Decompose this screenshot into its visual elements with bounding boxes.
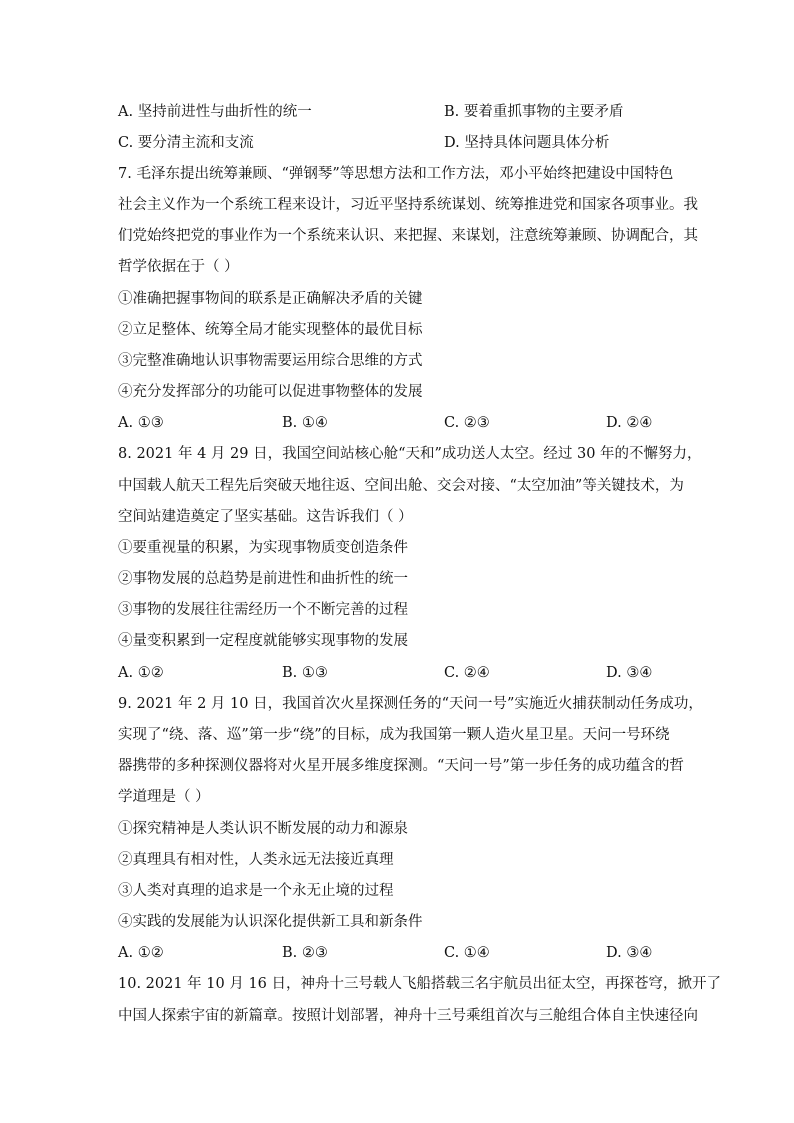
q10-stem-line-2: 中国人探索宇宙的新篇章。按照计划部署，神舟十三号乘组首次与三舱组合体自主快速径向 [118,1008,698,1024]
q7-statement-2: ②立足整体、统筹全局才能实现整体的最优目标 [118,322,423,338]
q8-statement-1: ①要重视量的积累，为实现事物质变创造条件 [118,540,408,556]
q7-statement-3: ③完整准确地认识事物需要运用综合思维的方式 [118,353,423,369]
q7-choice-b: B. ①④ [282,415,328,431]
q6-option-a: A. 坚持前进性与曲折性的统一 [118,104,312,120]
q9-choice-b: B. ②③ [282,945,328,961]
q8-choice-a: A. ①② [118,665,164,681]
q8-choice-c: C. ②④ [444,665,490,681]
q9-choice-d: D. ③④ [606,945,653,961]
q9-statement-1: ①探究精神是人类认识不断发展的动力和源泉 [118,821,408,837]
q7-stem-line-1: 7. 毛泽东提出统筹兼顾、“弹钢琴”等思想方法和工作方法，邓小平始终把建设中国特色 [118,166,674,182]
q9-choice-a: A. ①② [118,945,164,961]
q9-statement-2: ②真理具有相对性，人类永远无法接近真理 [118,852,394,868]
q8-stem-line-2: 中国载人航天工程先后突破天地往返、空间出舱、交会对接、“太空加油”等关键技术，为 [118,478,684,494]
q7-choice-c: C. ②③ [444,415,490,431]
q7-choice-d: D. ②④ [606,415,653,431]
q8-stem-line-1: 8. 2021 年 4 月 29 日，我国空间站核心舱“天和”成功送人太空。经过 30 年的不懈努力， [118,446,702,462]
q7-statement-4: ④充分发挥部分的功能可以促进事物整体的发展 [118,384,423,400]
q9-stem-line-2: 实现了“绕、落、巡”第一步“绕”的目标，成为我国第一颗人造火星卫星。天问一号环绕 [118,727,670,743]
q7-stem-line-3: 们党始终把党的事业作为一个系统来认识、来把握、来谋划，注意统筹兼顾、协调配合，其 [118,228,698,244]
q9-statement-4: ④实践的发展能为认识深化提供新工具和新条件 [118,914,423,930]
q8-choice-b: B. ①③ [282,665,328,681]
q10-stem-line-1: 10. 2021 年 10 月 16 日，神舟十三号载人飞船搭载三名宇航员出征太空，再探苍穹，掀开了 [118,976,722,992]
q8-choice-d: D. ③④ [606,665,653,681]
q9-stem-line-4: 学道理是（ ） [118,789,210,805]
q8-stem-line-3: 空间站建造奠定了坚实基础。这告诉我们（ ） [118,509,413,525]
q6-option-c: C. 要分清主流和支流 [118,135,254,151]
q7-stem-line-4: 哲学依据在于（ ） [118,259,239,275]
q6-option-b: B. 要着重抓事物的主要矛盾 [444,104,624,120]
q7-stem-line-2: 社会主义作为一个系统工程来设计，习近平坚持系统谋划、统筹推进党和国家各项事业。我 [118,197,698,213]
q7-statement-1: ①准确把握事物间的联系是正确解决矛盾的关键 [118,291,423,307]
q8-statement-4: ④量变积累到一定程度就能够实现事物的发展 [118,633,408,649]
q6-option-d: D. 坚持具体问题具体分析 [444,135,610,151]
q7-choice-a: A. ①③ [118,415,164,431]
q9-choice-c: C. ①④ [444,945,490,961]
q9-stem-line-3: 器携带的多种探测仪器将对火星开展多维度探测。“天问一号”第一步任务的成功蕴含的哲 [118,758,684,774]
q9-stem-line-1: 9. 2021 年 2 月 10 日，我国首次火星探测任务的“天问一号”实施近火捕获制动任务成功， [118,696,703,712]
q8-statement-2: ②事物发展的总趋势是前进性和曲折性的统一 [118,571,408,587]
q8-statement-3: ③事物的发展往往需经历一个不断完善的过程 [118,602,408,618]
q9-statement-3: ③人类对真理的追求是一个永无止境的过程 [118,883,394,899]
